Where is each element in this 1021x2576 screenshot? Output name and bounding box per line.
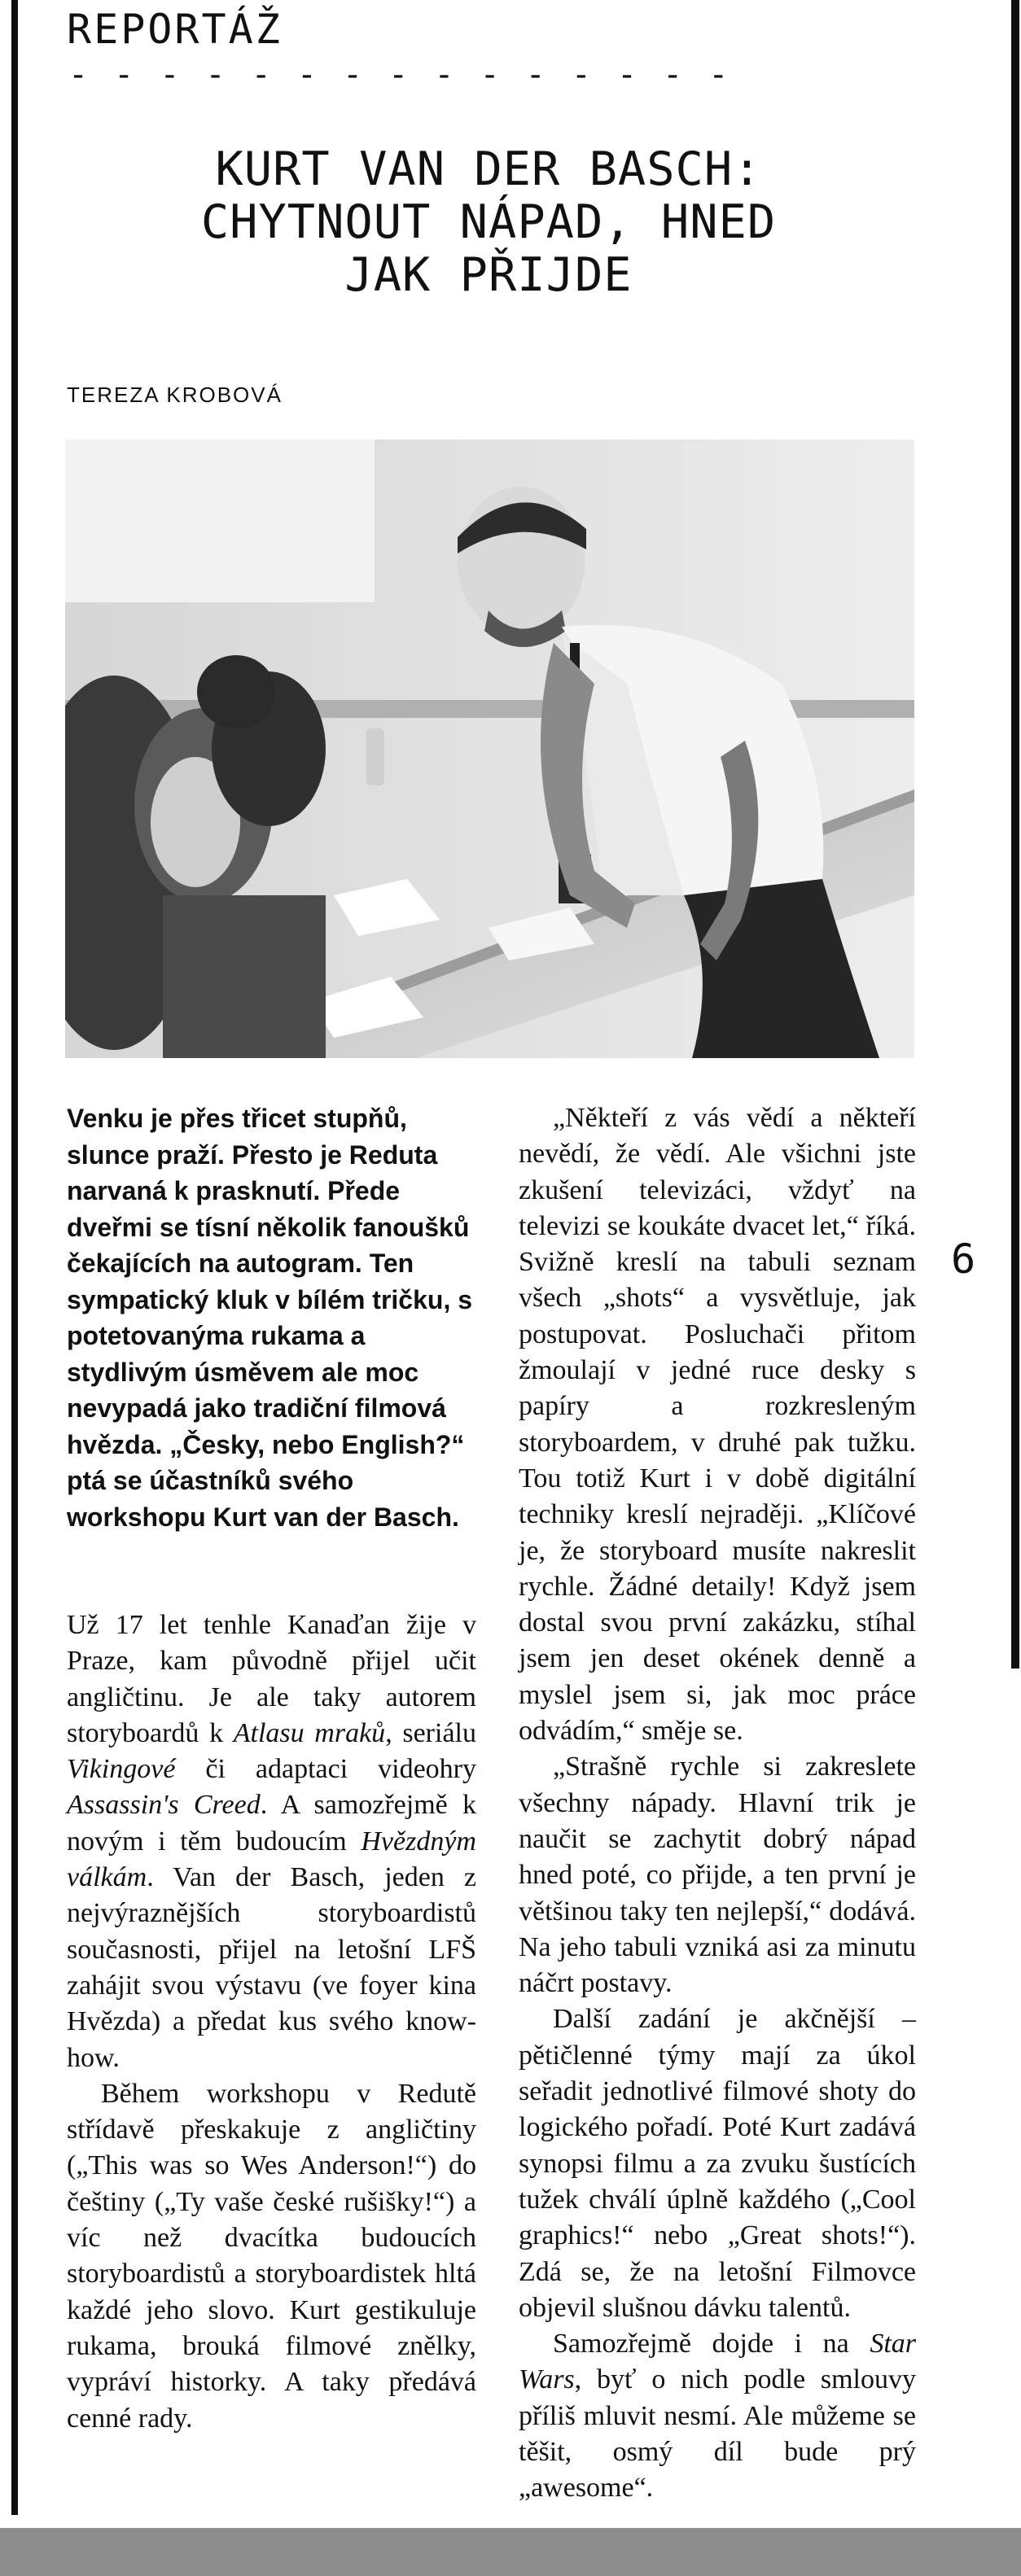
body-paragraph: „Strašně rychle si zakreslete všechny nápady. Hlavní trik je naučit se zachytit dobrý nápad hned poté, co přijde, a ten první je většinou taky ten nejlepší,“ dodává. Na jeho tabuli vzniká asi za minutu náčrt postavy. (519, 1752, 916, 1999)
paragraph-text: , seriálu (385, 1717, 476, 1748)
body-paragraph: Další zadání je akčnější – pětičlenné týmy mají za úkol seřadit jednotlivé filmové shoty do logického pořadí. Poté Kurt zadává synopsi filmu a za zvuku šustících tužek chválí úplně každého („Cool graphics!“ nebo „Great shots!“). Zdá se, že na letošní Filmovce objevil slušnou dávku talentů. (519, 2004, 916, 2323)
paragraph-text: či adaptaci videohry (175, 1754, 476, 1785)
title-reference: Atlasu mraků (233, 1717, 386, 1748)
left-margin-rule (11, 0, 18, 2515)
workshop-photo-illustration (65, 440, 914, 1058)
title-reference: Vikingové (67, 1754, 176, 1785)
body-paragraph (67, 1607, 476, 2076)
body-paragraph (519, 2326, 916, 2506)
paragraph-text: . A samozřejmě k novým i těm budoucím (67, 1790, 476, 1857)
headline-line: KURT VAN DER BASCH: (215, 142, 762, 196)
right-edge-rule (1011, 0, 1019, 1668)
title-reference: Assassin's Creed (67, 1790, 261, 1821)
paragraph-text: Už 17 let tenhle Kanaďan žije v Praze, kam původně přijel učit angličtinu. Je ale taky autorem storyboardů k (67, 1610, 476, 1748)
body-paragraph: „Někteří z vás vědí a někteří nevědí, že vědí. Ale všichni jste zkušení televizáci, vždyť na televizi se koukáte dvacet let,“ říká. Svižně kreslí na tabuli seznam všech „shots“ a vysvětluje, jak postupovat. Posluchači přitom žmoulají v jedné ruce desky s papíry a rozkresleným storyboardem, v druhé pak tužku. Tou totiž Kurt i v době digitální techniky kreslí nejraději. „Klíčové je, že storyboard musíte nakreslit rychle. Žádné detaily! Když jsem dostal svou první zakázku, stíhal jsem jen deset okének denně a myslel jsem si, jak moc práce odvádím,“ směje se. (519, 1103, 916, 1747)
paragraph-text: , byť o nich podle smlouvy příliš mluvit nesmí. Ale můžeme se těšit, osmý díl bude prý „awesome“. (519, 2364, 916, 2504)
article-photo (65, 440, 914, 1058)
author-byline: TEREZA KROBOVÁ (67, 383, 283, 407)
title-reference: Star Wars (519, 2329, 916, 2395)
headline-line: JAK PŘIJDE (344, 248, 633, 302)
title-reference: Hvězdným válkám (67, 1826, 476, 1893)
article-body-right-column (519, 1100, 916, 2507)
article-body-left-column (67, 1607, 476, 2437)
headline-line: CHYTNOUT NÁPAD, HNED (200, 195, 777, 249)
section-label: REPORTÁŽ (67, 6, 283, 53)
article-headline (114, 143, 863, 302)
page-number: 6 (951, 1236, 976, 1283)
paragraph-text: . Van der Basch, jeden z nejvýraznějších storyboardistů současnosti, přijel na letošní LFŠ zahájit svou výstavu (ve foyer kina Hvězda) a předat kus svého know-how. (67, 1862, 476, 2073)
paragraph-text: Samozřejmě dojde i na (553, 2329, 870, 2360)
article-lead: Venku je přes třicet stupňů, slunce praží. Přesto je Reduta narvaná k prasknutí. Přede dveřmi se tísní několik fanoušků čekajících na autogram. Ten sympatický kluk v bílém tričku, s potetovanýma rukama a stydlivým úsměvem ale moc nevypadá jako tradiční filmová hvězda. „Česky, nebo English?“ ptá se účastníků svého workshopu Kurt van der Basch. (67, 1104, 473, 1532)
bottom-photo-band (0, 2528, 1021, 2576)
body-paragraph: Během workshopu v Redutě střídavě přeskakuje z angličtiny („This was so Wes Anderson!“) do češtiny („Ty vaše české rušišky!“) a víc než dvacítka budoucích storyboardistů a storyboardistek hltá každé jeho slovo. Kurt gestikuluje rukama, brouká filmové znělky, vypráví historky. A taky předává cenné rady. (67, 2078, 476, 2434)
section-divider-dashes: - - - - - - - - - - - - - - - (68, 56, 732, 94)
